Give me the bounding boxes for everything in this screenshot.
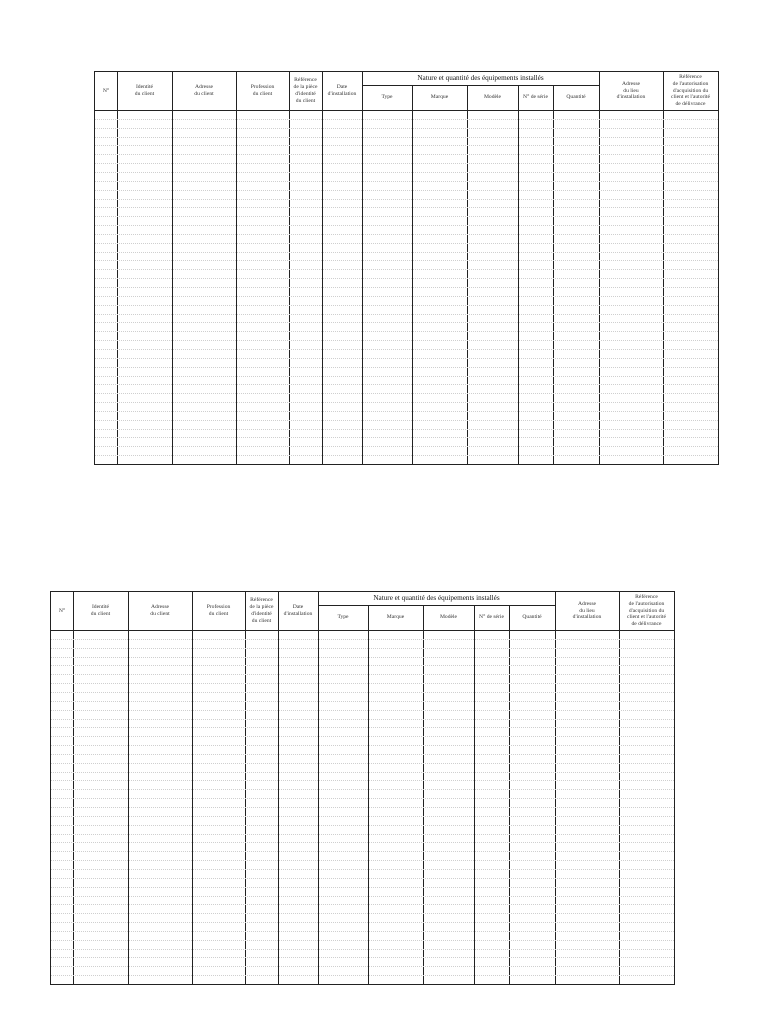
table-row xyxy=(95,287,718,288)
table-row xyxy=(95,314,718,315)
table-row xyxy=(95,349,718,350)
table-row xyxy=(95,305,718,306)
header-serie: N° de série xyxy=(479,614,504,620)
column-divider xyxy=(467,85,468,464)
header-reference-autorisation: Référence de l'autorisation d'acquisition du client et l'autorité de délivrance xyxy=(671,73,710,108)
column-divider xyxy=(128,592,129,984)
column-divider xyxy=(278,592,279,984)
table-row xyxy=(51,816,674,817)
table-row xyxy=(95,128,718,129)
table-row xyxy=(51,789,674,790)
column-divider xyxy=(245,592,246,984)
table-row xyxy=(51,780,674,781)
header-type: Type xyxy=(337,614,349,620)
header-adresse: Adresse du client xyxy=(150,604,170,617)
column-divider xyxy=(362,72,363,464)
column-divider xyxy=(192,592,193,984)
table-row xyxy=(51,922,674,923)
table-row xyxy=(51,701,674,702)
table-row xyxy=(95,411,718,412)
table-row xyxy=(51,665,674,666)
group-subdivider xyxy=(362,85,599,86)
table-row xyxy=(95,119,718,120)
group-subdivider xyxy=(318,605,555,606)
table-row xyxy=(51,772,674,773)
table-row xyxy=(95,455,718,456)
table-row xyxy=(51,851,674,852)
table-row xyxy=(51,657,674,658)
table-row xyxy=(95,402,718,403)
table-row xyxy=(95,358,718,359)
table-row xyxy=(51,745,674,746)
table-row xyxy=(51,674,674,675)
header-date: Date d'installation xyxy=(283,604,313,617)
table-row xyxy=(51,754,674,755)
column-divider xyxy=(236,72,237,464)
header-equipment-group: Nature et quantité des équipements installés xyxy=(373,594,500,602)
header-modele: Modèle xyxy=(439,614,458,620)
table-row xyxy=(51,807,674,808)
column-divider xyxy=(289,72,290,464)
table-row xyxy=(51,798,674,799)
header-marque: Marque xyxy=(430,94,449,100)
table-row xyxy=(95,269,718,270)
table-row xyxy=(51,887,674,888)
header-adresse-lieu: Adresse du lieu d'installation xyxy=(616,80,646,101)
table-row xyxy=(51,825,674,826)
table-row xyxy=(51,648,674,649)
table-row xyxy=(95,225,718,226)
table-row xyxy=(95,243,718,244)
table-row xyxy=(95,252,718,253)
table-row xyxy=(51,683,674,684)
table-row xyxy=(95,207,718,208)
column-divider xyxy=(619,592,620,984)
table-row xyxy=(95,393,718,394)
header-reference-autorisation: Référence de l'autorisation d'acquisition du client et l'autorité de délivrance xyxy=(627,593,666,628)
table-row xyxy=(51,639,674,640)
register-table-bottom xyxy=(50,591,675,985)
table-row xyxy=(51,763,674,764)
header-equipment-group: Nature et quantité des équipements installés xyxy=(417,74,544,82)
table-row xyxy=(51,949,674,950)
register-table-top xyxy=(94,71,719,465)
column-divider xyxy=(553,85,554,464)
table-row xyxy=(51,860,674,861)
table-row xyxy=(95,340,718,341)
table-row xyxy=(51,834,674,835)
column-divider xyxy=(474,605,475,984)
header-serie: N° de série xyxy=(523,94,548,100)
table-row xyxy=(95,376,718,377)
table-row xyxy=(51,869,674,870)
table-row xyxy=(51,931,674,932)
table-row xyxy=(95,234,718,235)
header-adresse: Adresse du client xyxy=(194,84,214,97)
column-divider xyxy=(73,592,74,984)
header-type: Type xyxy=(381,94,393,100)
table-row xyxy=(95,437,718,438)
table-row xyxy=(95,199,718,200)
column-divider xyxy=(368,605,369,984)
table-row xyxy=(51,904,674,905)
header-date: Date d'installation xyxy=(327,84,357,97)
table-row xyxy=(95,446,718,447)
column-divider xyxy=(509,605,510,984)
table-row xyxy=(51,957,674,958)
table-row xyxy=(51,913,674,914)
column-divider xyxy=(423,605,424,984)
header-identite: Identité du client xyxy=(134,84,155,97)
table-row xyxy=(95,322,718,323)
header-marque: Marque xyxy=(386,614,405,620)
table-row xyxy=(51,736,674,737)
header-reference-piece: Référence de la pièce d'identité du client xyxy=(249,597,274,624)
header-num: N° xyxy=(102,87,110,94)
header-quantite: Quantité xyxy=(522,614,542,620)
column-divider xyxy=(117,72,118,464)
table-row xyxy=(51,692,674,693)
table-row xyxy=(95,278,718,279)
column-divider xyxy=(172,72,173,464)
table-row xyxy=(51,878,674,879)
header-divider xyxy=(95,110,718,111)
table-row xyxy=(51,710,674,711)
column-divider xyxy=(518,85,519,464)
table-row xyxy=(95,367,718,368)
table-row xyxy=(95,260,718,261)
table-row xyxy=(51,896,674,897)
header-quantite: Quantité xyxy=(566,94,586,100)
column-divider xyxy=(322,72,323,464)
header-profession: Profession du client xyxy=(250,84,275,97)
table-row xyxy=(51,975,674,976)
table-row xyxy=(51,727,674,728)
header-adresse-lieu: Adresse du lieu d'installation xyxy=(572,600,602,621)
table-row xyxy=(95,429,718,430)
header-modele: Modèle xyxy=(483,94,502,100)
table-row xyxy=(95,384,718,385)
table-row xyxy=(51,719,674,720)
table-row xyxy=(51,966,674,967)
table-row xyxy=(95,216,718,217)
table-row xyxy=(95,172,718,173)
table-row xyxy=(95,181,718,182)
column-divider xyxy=(555,592,556,984)
header-profession: Profession du client xyxy=(206,604,231,617)
header-identite: Identité du client xyxy=(90,604,111,617)
header-reference-piece: Référence de la pièce d'identité du client xyxy=(293,77,318,104)
table-row xyxy=(51,940,674,941)
column-divider xyxy=(412,85,413,464)
header-num: N° xyxy=(58,607,66,614)
table-row xyxy=(95,331,718,332)
column-divider xyxy=(599,72,600,464)
table-row xyxy=(95,145,718,146)
table-row xyxy=(95,296,718,297)
column-divider xyxy=(318,592,319,984)
table-row xyxy=(51,842,674,843)
header-divider xyxy=(51,630,674,631)
column-divider xyxy=(663,72,664,464)
table-row xyxy=(95,190,718,191)
table-row xyxy=(95,137,718,138)
table-row xyxy=(95,154,718,155)
table-row xyxy=(95,163,718,164)
table-row xyxy=(95,420,718,421)
